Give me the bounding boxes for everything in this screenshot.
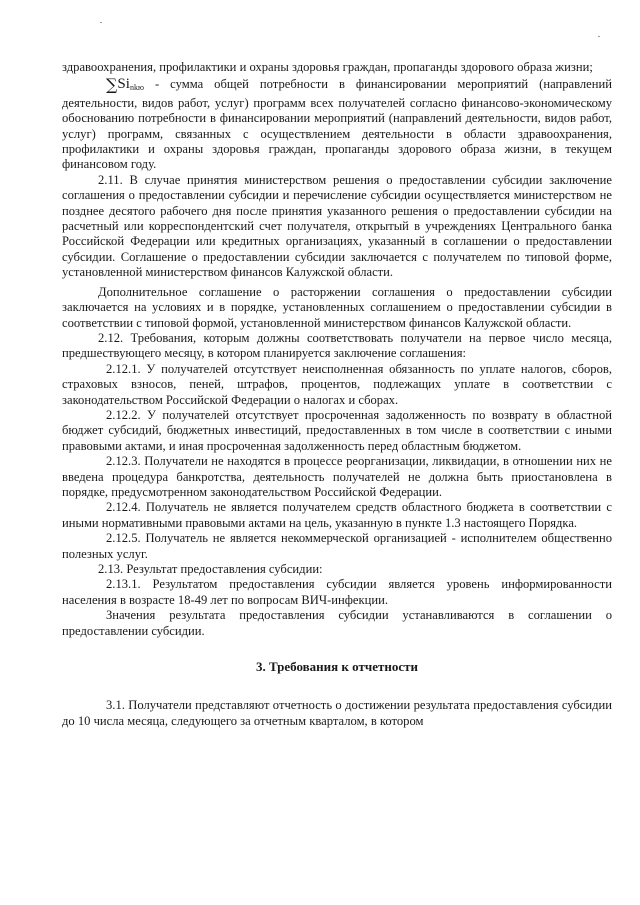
formula-definition-text: - сумма общей потребности в финансировании мероприятий (направлений деятельности, видов работ, услуг) программ всех получателей согласно финансово-экономическому обоснованию потребности в финансировании мероприятий (направлений деятельности, видов работ, услуг) программ, связанных с осуществлением деятельности в области здравоохранения, профилактики и охраны здоровья граждан, пропаганды здорового образа жизни, в текущем финансовом году. bbox=[62, 77, 612, 172]
formula-sum-symbol: ∑ bbox=[106, 75, 118, 95]
paragraph-2-13-1: 2.13.1. Результатом предоставления субсидии является уровень информированности населения в возрасте 18-49 лет по вопросам ВИЧ-инфекции. bbox=[62, 577, 612, 607]
paragraph-3-1: 3.1. Получатели представляют отчетность о достижении результата предоставления субсидии до 10 числа месяца, следующего за отчетным кварталом, в котором bbox=[62, 698, 612, 728]
paragraph-additional-agreement: Дополнительное соглашение о расторжении соглашения о предоставлении субсидии заключается на условиях и в порядке, установленных соглашением о предоставлении субсидии в соответствии с типовой формой, установленной министерством финансов Калужской области. bbox=[62, 284, 612, 330]
paragraph-2-12: 2.12. Требования, которым должны соответствовать получатели на первое число месяца, предшествующего месяцу, в котором планируется заключение соглашения: bbox=[62, 330, 612, 361]
paragraph-2-12-4: 2.12.4. Получатель не является получателем средств областного бюджета в соответствии с иными нормативными правовыми актами на цель, указанную в пункте 1.3 настоящего Порядка. bbox=[62, 500, 612, 530]
paragraph-continuation: здравоохранения, профилактики и охраны здоровья граждан, пропаганды здорового образа жизни; bbox=[62, 60, 593, 74]
section-heading: 3. Требования к отчетности bbox=[255, 659, 419, 675]
formula-subscript: nkю bbox=[129, 83, 144, 93]
paragraph-2-12-3: 2.12.3. Получатели не находятся в процессе реорганизации, ликвидации, в отношении них не введена процедура банкротства, деятельность получателей не должна быть приостановлена в порядке, предусмотренном законодательством Российской Федерации. bbox=[62, 454, 612, 499]
paragraph-2-12-5: 2.12.5. Получатель не является некоммерческой организацией - исполнителем общественно полезных услуг. bbox=[62, 531, 612, 561]
paragraph-formula-definition bbox=[62, 75, 612, 172]
paragraph-2-12-1: 2.12.1. У получателей отсутствует неисполненная обязанность по уплате налогов, сборов, страховых взносов, пеней, штрафов, процентов, подлежащих уплате в соответствии с законодательством Российской Федерации о налогах и сборах. bbox=[62, 361, 612, 407]
paragraph-2-12-2: 2.12.2. У получателей отсутствует просроченная задолженность по возврату в областной бюджет субсидий, бюджетных инвестиций, предоставленных в том числе в соответствии с иными правовыми актами, и иная просроченная задолженность перед областным бюджетом. bbox=[62, 407, 612, 453]
scan-speck bbox=[100, 22, 102, 23]
scan-speck bbox=[598, 36, 600, 37]
formula-variable: Si bbox=[117, 76, 130, 93]
paragraph-result-values: Значения результата предоставления субсидии устанавливаются в соглашении о предоставлении субсидии. bbox=[62, 608, 612, 638]
paragraph-2-13: 2.13. Результат предоставления субсидии: bbox=[98, 562, 323, 576]
paragraph-2-11: 2.11. В случае принятия министерством решения о предоставлении субсидии заключение соглашения о предоставлении субсидии и перечисление субсидии осуществляется министерством не позднее десятого рабочего дня после принятия указанного решения о предоставлении субсидии на расчетный или корреспондентский счет получателя, открытый в учреждениях Центрального банка Российской Федерации или кредитных организациях, указанный в соглашении о предоставлении субсидии. Соглашение о предоставлении субсидии заключается с получателем по типовой форме, установленной министерством финансов Калужской области. bbox=[62, 172, 612, 280]
